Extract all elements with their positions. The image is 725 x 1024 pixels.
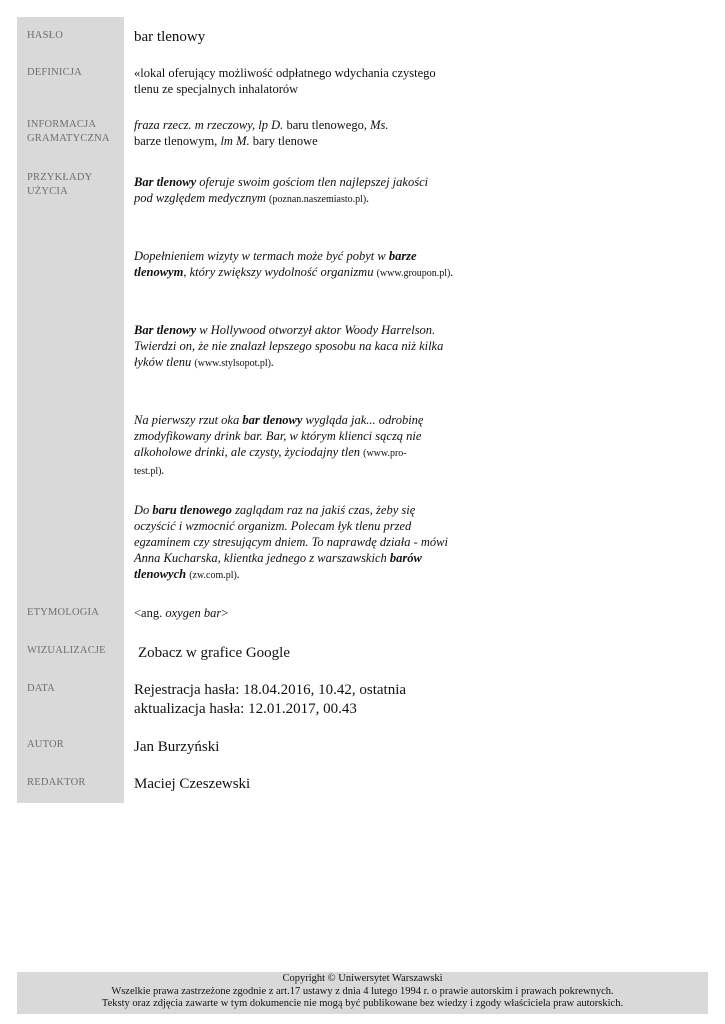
example-text: Dopełnieniem wizyty w termach może być pobyt w: [134, 249, 389, 263]
grammar-text-1: baru tlenowego,: [283, 118, 371, 132]
grammar-info: [134, 117, 414, 149]
example-text: zaglądam raz na jakiś czas, żeby się oczyścić i wzmocnić organizm. Polecam łyk tlenu przed egzaminem czy stresującym dniem. To naprawdę działa - mówi Anna Kucharska, klientka jednego z warszawskich: [134, 503, 448, 565]
google-images-link[interactable]: Zobacz w grafice Google: [138, 645, 291, 661]
update-date: aktualizacja hasła: 12.01.2017, 00.43: [134, 701, 357, 717]
example-source: (poznan.naszemiasto.pl): [269, 194, 367, 205]
example-source: (zw.com.pl): [189, 570, 237, 581]
przyklady-label-line1: PRZYKŁADY: [27, 172, 93, 183]
example-term: barze tlenowym: [134, 249, 417, 279]
example-term: bar tlenowy: [242, 413, 303, 427]
example-3: [134, 322, 464, 372]
example-end: .: [236, 567, 241, 581]
example-5: [134, 502, 454, 584]
publication-notice-line: Teksty oraz zdjęcia zawarte w tym dokumencie nie mogą być publikowane bez wiedzy i zgody właściciela praw autorskich.: [101, 998, 624, 1009]
example-2: [134, 248, 459, 282]
wizualizacje-label: WIZUALIZACJE: [27, 645, 106, 656]
editor: Maciej Czeszewski: [134, 776, 251, 792]
example-text: , który zwiększy wydolność organizmu: [183, 265, 377, 279]
grammar-italic-1: fraza rzecz. m rzeczowy, lp D.: [134, 118, 284, 132]
informacja-label-line2: GRAMATYCZNA: [27, 133, 110, 144]
author: Jan Burzyński: [134, 739, 220, 755]
grammar-text-2: barze tlenowym,: [134, 134, 221, 148]
copyright-footer: [17, 972, 708, 1014]
grammar-text-3: bary tlenowe: [249, 134, 318, 148]
example-1: [134, 174, 444, 208]
example-term: Bar tlenowy: [134, 175, 197, 189]
haslo-label: HASŁO: [27, 30, 64, 41]
informacja-gramatyczna-label: [27, 118, 122, 146]
rights-line: Wszelkie prawa zastrzeżone zgodnie z art.17 ustawy z dnia 4 lutego 1994 r. o prawie autorskim i prawach pokrewnych.: [111, 985, 614, 997]
example-end: .: [450, 265, 454, 279]
data-label: DATA: [27, 683, 55, 694]
example-end: .: [366, 191, 370, 205]
przyklady-uzycia-label: [27, 171, 122, 199]
definicja-label: DEFINICJA: [27, 67, 82, 78]
autor-label: AUTOR: [27, 739, 64, 750]
example-4: [134, 412, 434, 480]
przyklady-label-line2: UŻYCIA: [27, 186, 68, 197]
example-term: Bar tlenowy: [134, 323, 197, 337]
example-source: (www.groupon.pl): [376, 268, 451, 279]
etymologia-label: ETYMOLOGIA: [27, 607, 99, 618]
example-source: (www.pro-test.pl): [134, 448, 407, 477]
example-text: Na pierwszy rzut oka: [134, 413, 243, 427]
headword: bar tlenowy: [134, 29, 206, 45]
etymology: [134, 605, 464, 621]
etymology-prefix: <ang.: [134, 606, 166, 620]
grammar-italic-2: Ms.: [370, 118, 389, 132]
dates: [134, 681, 434, 719]
informacja-label-line1: INFORMACJA: [27, 119, 97, 130]
example-text: w Hollywood otworzył aktor Woody Harrelson. Twierdzi on, że nie znalazł lepszego sposobu na kaca niż kilka łyków tlenu: [134, 323, 444, 369]
definition: «lokal oferujący możliwość odpłatnego wdychania czystego tlenu ze specjalnych inhalatorów: [134, 66, 436, 96]
etymology-source-term: oxygen bar: [165, 606, 222, 620]
example-term: baru tlenowego: [152, 503, 232, 517]
example-term: barów tlenowych: [134, 551, 422, 581]
example-text: oferuje swoim gościom tlen najlepszej jakości pod względem medycznym: [134, 175, 429, 205]
copyright-line: Copyright © Uniwersytet Warszawski: [282, 973, 443, 984]
example-end: .: [161, 463, 165, 477]
example-text: wygląda jak... odrobinę zmodyfikowany drink bar. Bar, w którym klienci sączą nie alkoholowe drinki, ale czysty, życiodajny tlen: [134, 413, 424, 459]
example-end: .: [270, 355, 275, 369]
example-text: Do: [134, 503, 153, 517]
redaktor-label: REDAKTOR: [27, 777, 86, 788]
registration-date: Rejestracja hasła: 18.04.2016, 10.42, ostatnia: [134, 682, 407, 698]
example-source: (www.stylsopot.pl): [194, 358, 271, 369]
grammar-italic-3: lm M.: [220, 134, 250, 148]
etymology-suffix: >: [221, 606, 229, 620]
